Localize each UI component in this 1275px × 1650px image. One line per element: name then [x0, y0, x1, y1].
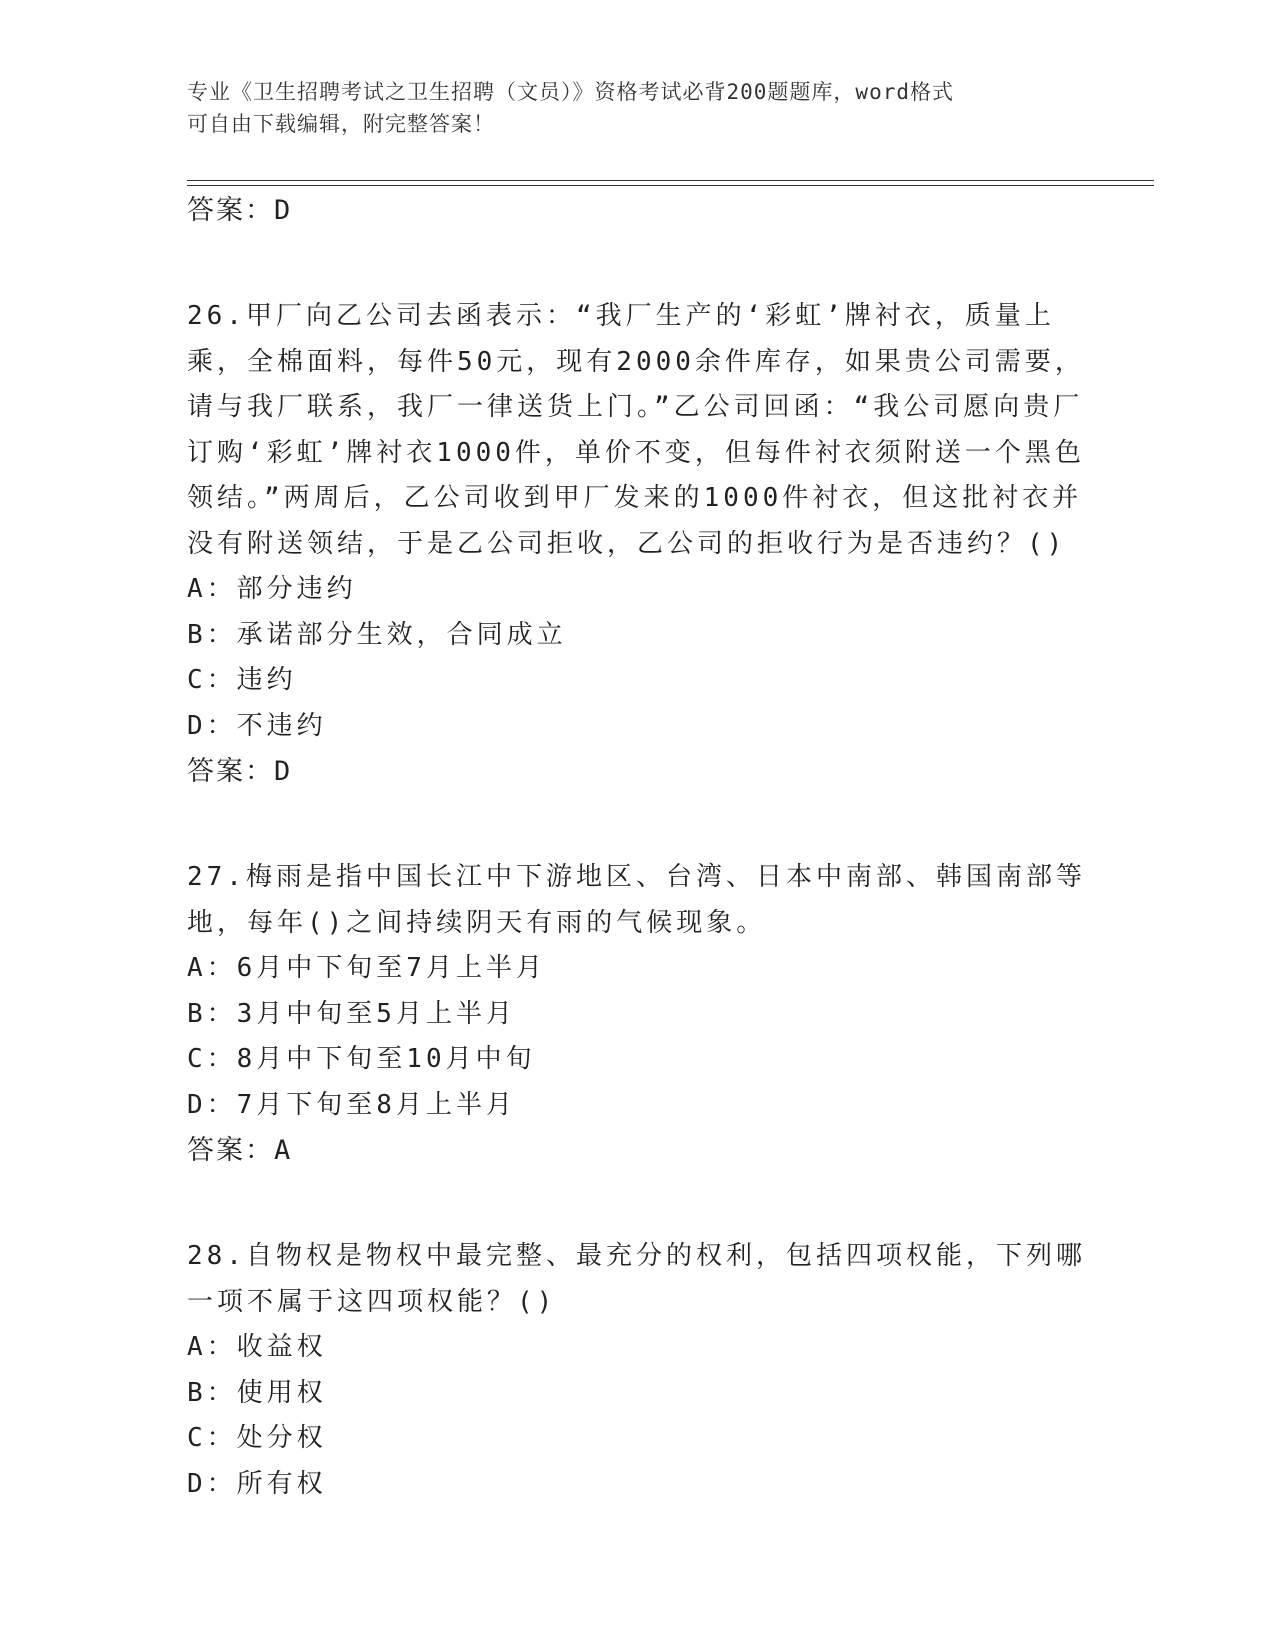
- question-block: [187, 855, 1087, 1174]
- answer-line: 答案：A: [187, 1135, 293, 1166]
- header-title-line2: 可自由下载编辑，附完整答案！: [187, 112, 495, 136]
- question-list: [187, 188, 1087, 1507]
- question-block: [187, 294, 1087, 795]
- question-text: 28.自物权是物权中最完整、最充分的权利，包括四项权能，下列哪一项不属于这四项权能？(): [187, 1241, 1086, 1317]
- option-a: A：6月中下旬至7月上半月: [187, 953, 546, 983]
- option-d: D：不违约: [187, 710, 327, 741]
- option-a: A：收益权: [187, 1332, 327, 1362]
- option-c: C：违约: [187, 665, 297, 695]
- option-b: B：承诺部分生效，合同成立: [187, 619, 567, 650]
- header-divider-top: [187, 180, 1154, 181]
- question-text: 27.梅雨是指中国长江中下游地区、台湾、日本中南部、韩国南部等地，每年()之间持续阴天有雨的气候现象。: [187, 862, 1086, 938]
- question-text: 26.甲厂向乙公司去函表示：“我厂生产的‘彩虹’牌衬衣，质量上乘，全棉面料，每件50元，现有2000余件库存，如果贵公司需要，请与我厂联系，我厂一律送货上门。”乙公司回函：“我公司愿向贵厂订购‘彩虹’牌衬衣1000件，单价不变，但每件衬衣须附送一个黑色领结。”两周后，乙公司收到甲厂发来的1000件衬衣，但这批衬衣并没有附送领结，于是乙公司拒收，乙公司的拒收行为是否违约？(): [187, 301, 1085, 559]
- option-a: A：部分违约: [187, 574, 357, 604]
- option-b: B：3月中旬至5月上半月: [187, 998, 516, 1029]
- document-header: [187, 76, 1067, 140]
- question-block: [187, 1234, 1087, 1507]
- answer-line: 答案：D: [187, 195, 293, 226]
- header-divider-bottom: [187, 185, 1154, 186]
- header-title-line1: 专业《卫生招聘考试之卫生招聘（文员）》资格考试必背200题题库，word格式: [187, 80, 954, 104]
- option-b: B：使用权: [187, 1377, 327, 1408]
- option-c: C：8月中下旬至10月中旬: [187, 1044, 536, 1074]
- option-c: C：处分权: [187, 1423, 327, 1453]
- answer-line: 答案：D: [187, 756, 293, 787]
- option-d: D：7月下旬至8月上半月: [187, 1089, 516, 1120]
- option-d: D：所有权: [187, 1468, 327, 1499]
